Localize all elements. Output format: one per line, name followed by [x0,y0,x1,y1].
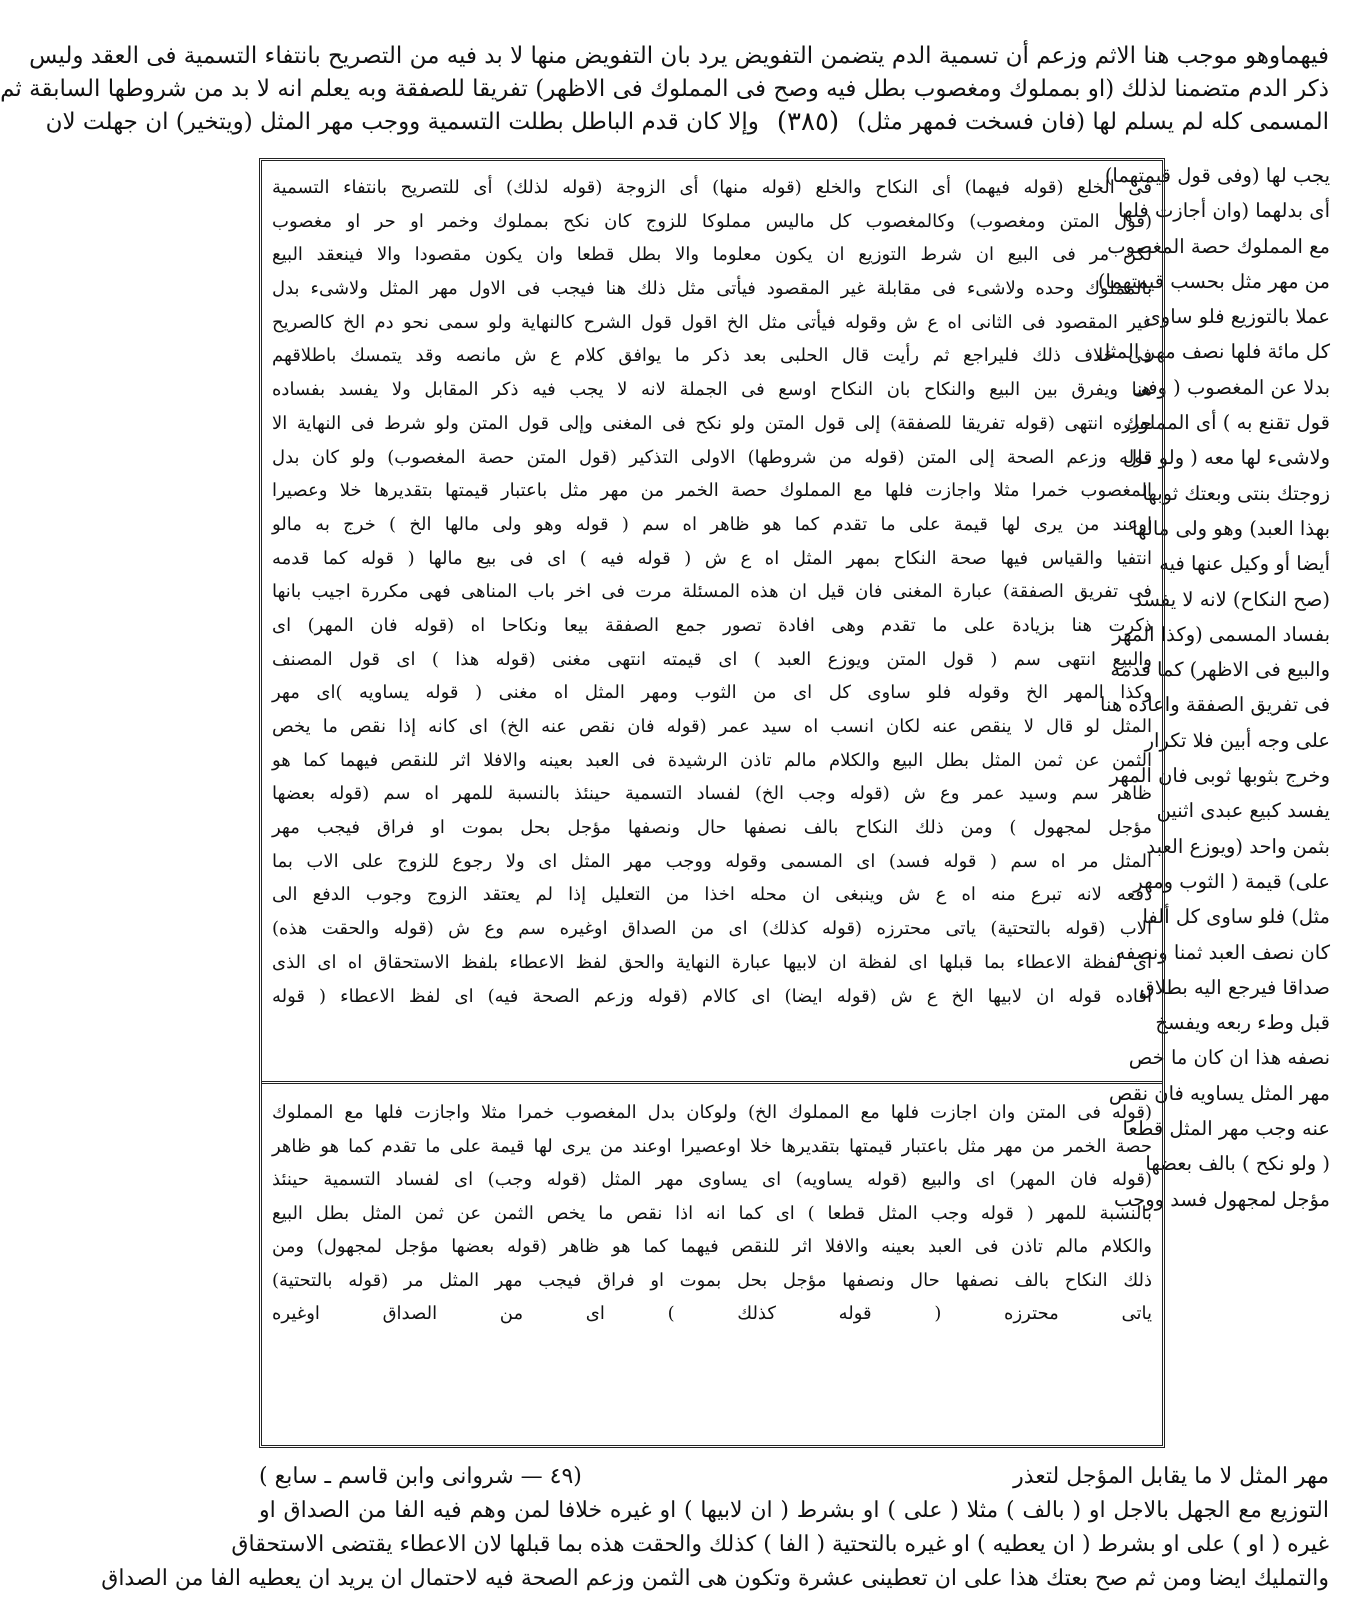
gloss-line: والبيع انتهى سم ( قول المتن ويوزع العبد ) اى قيمته انتهى مغنى (قوله هذا ) اى قول المصنف [272,648,1152,670]
gloss-line: (قول المتن ومغصوب) وكالمغصوب كل ماليس مملوكا للزوج كان نكح بمملوك وخمر او حر او مغصوب [272,210,1152,232]
side-text-line: ( ولو نكح ) بالف بعضها [1145,1152,1330,1176]
note-line: بالنسبة للمهر ( قوله وجب المثل قطعا ) اى كما انه اذا نقص ما يخص الثمن عن ثمن المثل بطل البيع [272,1202,1152,1224]
shirwani-gloss [272,171,1152,1013]
side-text-line: كل مائة فلها نصف مهر المثل [1095,340,1330,364]
gloss-line: غير المقصود فى الثانى اه ع ش وقوله فيأتى مثل الخ اقول قول الشرح كالنهاية ولو سمى نحو دم الخ كالصريح [272,311,1152,333]
side-text-line: صداقا فيرجع اليه بطلاق [1139,975,1330,999]
side-text-line: أيضا أو وكيل عنها فيه [1159,552,1330,576]
gloss-line: المغصوب خمرا مثلا واجازت فلها مع المملوك حصة الخمر من مهر مثل باعتبار قيمتها بتقديرها خلا وعصيرا [272,480,1152,502]
side-text-line: بهذا العبد) وهو ولى مالها [1132,516,1330,540]
side-text-line: مؤجل لمجهول فسد ووجب [1114,1187,1330,1211]
gloss-line: انتفيا والقياس فيها صحة النكاح بمهر المثل اه ع ش ( قوله فيه ) اى فى بيع مالها ( قوله كما قدمه [272,547,1152,569]
side-text-line: وخرج بثوبها ثوبى فان المهر [1109,764,1330,788]
side-text-line: بفساد المسمى (وكذا المهر [1112,622,1330,646]
side-text-line: فى تفريق الصفقة واعاده هنا [1100,693,1330,717]
side-text-line: مثل) فلو ساوى كل ألفا [1142,905,1330,929]
gloss-line: فى خلاف ذلك فليراجع ثم رأيت قال الحلبى بعد ذكر ما يوافق كلام ع ش مانصه وقد يتمسك باطلاقهم [272,345,1152,367]
gloss-line: بالمملوك وحده ولاشىء فى مقابلة غير المقصود فيأتى مثل ذلك هنا فيجب فى الاول مهر المثل ولاشىء بدل [272,278,1152,300]
side-text-line: والبيع فى الاظهر) كما قدمه [1110,658,1330,682]
gloss-line: فى الخلع (قوله فيهما) أى النكاح والخلع (قوله منها) أى الزوجة (قوله لذلك) أى للتصريح بانتفاء التسمية [272,177,1152,198]
gloss-line: الثمن عن ثمن المثل بطل البيع والكلام مالم تاذن الرشيدة فى العبد بعينه والافلا اثر للنقص فيهما كما هو [272,749,1152,771]
side-main-text-column [1095,158,1330,1217]
side-text-line: يفسد كبيع عبدى اثنين [1156,799,1330,823]
note-line: ياتى محترزه ( قوله كذلك ) اى من الصداق اوغيره [272,1303,1152,1324]
gloss-line: حرره انتهى (قوله تفريقا للصفقة) إلى قول المتن ولو نكح فى المغنى وإلى قول المتن ولو شرط فى النهاية الا [272,412,1152,434]
text-line: مهر المثل لا ما يقابل المؤجل لتعذر [1013,1464,1329,1489]
gloss-line: المثل لو قال لا ينقص عنه لكان انسب اه سيد عمر (قوله فان نقص عنه الخ) اى كانه إذا نقص ما يخص [272,716,1152,737]
gloss-line: دفعه لانه تبرع منه اه ع ش وينبغى ان محله اخذا من التعليل إذا لم يعتقد الزوج وجوب الدفع الى [272,884,1152,906]
note-line: والكلام مالم تاذن فى العبد بعينه والافلا اثر للنقص فيهما كما هو ظاهر (قوله بعضها مؤجل لمجهول) ومن [272,1236,1152,1257]
page-number: (٣٨٥) [776,107,840,137]
side-text-line: زوجتك بنتى وبعتك ثوبها [1142,481,1330,505]
side-text-line: قبل وطء ربعه ويفسخ [1155,1011,1330,1035]
gloss-line: ظاهر سم وسيد عمر وع ش (قوله وجب الخ) لفساد التسمية حينئذ بالنسبة للمهر اه سم (قوله بعضها [272,783,1152,805]
frame-divider [262,1081,1162,1084]
bottom-main-text [101,1460,1329,1596]
ibn-qasim-gloss [272,1096,1152,1331]
gloss-line: لكن مر فى البيع ان شرط التوزيع ان يكون معلوما والا بطل قطعا وان يكون مقصودا والا فينعقد البيع [272,244,1152,266]
gloss-line: افاده قوله ان لابيها الخ ع ش (قوله ايضا) اى كالام (قوله وزعم الصحة فيه) اى لفظ الاعطاء ( قوله [272,985,1152,1007]
text-line: غيره ( او ) على او بشرط ( ان يعطيه ) او غيره بالتحتية ( الفا ) كذلك والحقت هذه بما قبلها لان الاعطاء يقتضى الاستحقاق [231,1532,1329,1557]
gloss-line: قوله وزعم الصحة إلى المتن (قوله من شروطها) الاولى التذكير (قول المتن حصة المغصوب) ولو كان بدل [272,446,1152,468]
volume-label: (٤٩ — شروانى وابن قاسم ـ سابع ) [259,1464,582,1489]
gloss-line: وكذا المهر الخ وقوله فلو ساوى كل اى من الثوب ومهر المثل اه مغنى ( قوله يساويه )اى مهر [272,682,1152,704]
side-text-line: كان نصف العبد ثمنا ونصفه [1115,940,1330,964]
top-main-text [0,40,1329,139]
side-text-line: على) قيمة ( الثوب ومهر [1133,869,1330,893]
commentary-frame [259,158,1165,1448]
side-text-line: على وجه أبين فلا تكرار [1144,728,1330,752]
note-line: (قوله فان المهر) اى والبيع (قوله يساويه) اى يساوى مهر المثل (قوله وجب) اى لفساد التسمية حينئذ [272,1169,1152,1190]
text-line: التوزيع مع الجهل بالاجل او ( بالف ) مثلا ( على ) او بشرط ( ان لابيها ) او غيره خلافا لمن وهم فيه الفا من الصداق او [259,1498,1329,1523]
gloss-line: فى تفريق الصفقة) عبارة المغنى فان قيل ان هذه المسئلة مرت فى اخر باب المناهى فهى مكررة اجيب بانها [272,581,1152,603]
gloss-line: ذكرت هنا بزيادة على ما تقدم وهى افادة تصور جمع الصفقة بيعا ونكاحا اه (قوله فان المهر) اى [272,614,1152,636]
text-line: والتمليك ايضا ومن ثم صح بعتك هذا على ان تعطينى عشرة وتكون هى الثمن وزعم الصحة فيه لاحتمال ان يريد ان يعطيه الفا من الصداق [101,1566,1329,1591]
side-text-line: ولاشىء لها معه ( ولو قال [1123,446,1330,470]
gloss-line: اى لفظة الاعطاء بما قبلها اى لفظة ان لابيها عبارة النهاية والحق لفظ الاعطاء بلفظ الاستحقاق اه اى الذى [272,951,1152,973]
gloss-line: هنا ويفرق بين البيع والنكاح بان النكاح اوسع فى الجملة لانه لا يجب فيه ذكر المقابل ولا يفسد بفساده [272,379,1152,401]
side-text-line: بثمن واحد (ويوزع العبد [1146,834,1330,858]
gloss-line: اوعند من يرى لها قيمة على ما تقدم كما هو ظاهر اه سم ( قوله وهو ولى مالها الخ ) خرج به مالو [272,513,1152,535]
side-text-line: (صح النكاح) لانه لا يفسد [1133,587,1330,611]
gloss-line: الاب (قوله بالتحتية) ياتى محترزه (قوله كذلك) اى من الصداق اوغيره سم وع ش (قوله والحقت هذه) [272,918,1152,940]
text-line: فيهماوهو موجب هنا الاثم وزعم أن تسمية الدم يتضمن التفويض يرد بان التفويض منها لا بد فيه من التصريح بانتفاء التسمية فى العقد وليس [29,43,1329,69]
volume-line [259,1460,1329,1494]
text-line: وإلا كان قدم الباطل بطلت التسمية ووجب مهر المثل (ويتخير) ان جهلت لان [45,109,759,135]
text-line: المسمى كله لم يسلم لها (فان فسخت فمهر مثل) [857,109,1329,135]
side-text-line: يجب لها (وفى قول قيمتهما) [1104,164,1330,187]
page-header-line [45,106,1329,139]
side-text-line: قول تقنع به ) أى المملوك [1123,411,1330,435]
note-line: ذلك النكاح بالف نصفها حال ونصفها مؤجل بحل بموت او فراق فيجب مهر المثل مر (قوله بالتحتية) [272,1269,1152,1291]
gloss-line: المثل مر اه سم ( قوله فسد) اى المسمى وقوله ووجب مهر المثل اى ولا رجوع للزوج على الاب بما [272,850,1152,872]
side-text-line: من مهر مثل بحسب قيمتهما) [1097,269,1330,293]
note-line: حصة الخمر من مهر مثل باعتبار قيمتها بتقديرها خلا اوعصيرا اوعند من يرى لها قيمة على ما تقدم كما هو ظاهر [272,1135,1152,1157]
side-text-line: مهر المثل يساويه فان نقص [1108,1081,1330,1105]
side-text-line: عملا بالتوزيع فلو ساوى [1145,305,1330,329]
side-text-line: بدلا عن المغصوب ( وفى [1131,375,1330,399]
gloss-line: مؤجل لمجهول ) ومن ذلك النكاح بالف نصفها حال ونصفها مؤجل بحل بموت او فراق فيجب مهر [272,817,1152,839]
side-text-line: أى بدلهما (وان أجازت فلها [1118,199,1330,223]
side-text-line: مع المملوك حصة المغصوب [1107,234,1330,258]
note-line: (قوله فى المتن وان اجازت فلها مع المملوك الخ) ولوكان بدل المغصوب خمرا مثلا واجازت فلها مع المملوك [272,1102,1152,1123]
side-text-line: نصفه هذا ان كان ما خص [1128,1046,1330,1070]
text-line: ذكر الدم متضمنا لذلك (او بمملوك ومغصوب بطل فيه وصح فى المملوك فى الاظهر) تفريقا للصفقة وبه يعلم انه لا بد من شروطها السابقة ثم [0,76,1329,102]
side-text-line: عنه وجب مهر المثل قطعا [1122,1117,1330,1141]
